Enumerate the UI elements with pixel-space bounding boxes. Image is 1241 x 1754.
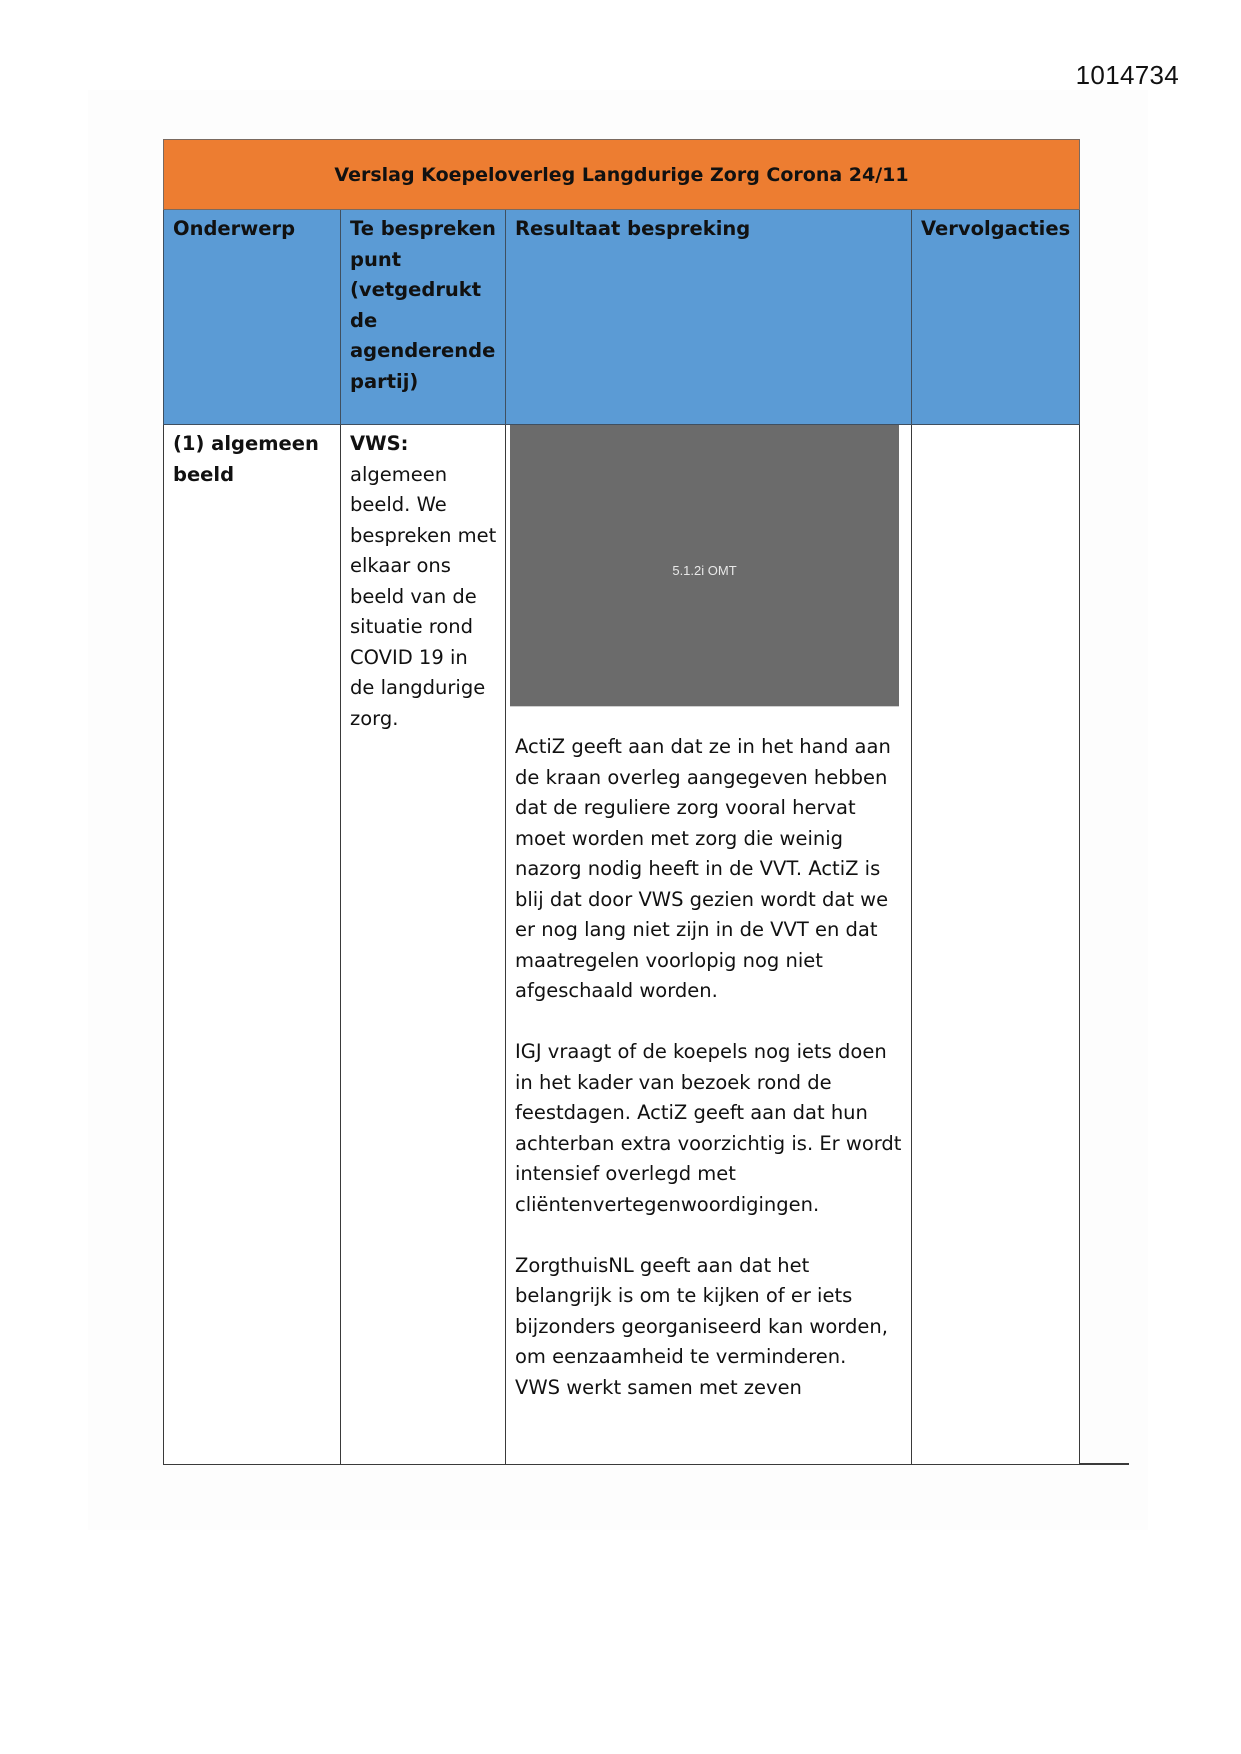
result-paragraph: VWS werkt samen met zeven: [515, 1375, 802, 1399]
topic-cell: [164, 425, 341, 1465]
result-paragraph: ZorgthuisNL geeft aan dat het belangrijk is om te kijken of er iets bijzonders georganiseerd kan worden, om eenzaamheid te verminderen.: [515, 1253, 888, 1368]
result-cell: [506, 425, 912, 1465]
result-text: [506, 706, 911, 1403]
agenda-text: algemeen beeld. We bespreken met elkaar ons beeld van de situatie rond COVID 19 in de langdurige zorg.: [350, 462, 497, 730]
redacted-block: [510, 425, 899, 706]
header-row: [164, 210, 1080, 425]
report-table: [163, 139, 1080, 1465]
column-header-onderwerp: Onderwerp: [164, 210, 341, 425]
result-paragraph: ActiZ geeft aan dat ze in het hand aan de kraan overleg aangegeven hebben dat de reguliere zorg vooral hervat moet worden met zorg die weinig nazorg nodig heeft in de VVT. ActiZ is blij dat door VWS gezien wordt dat we er nog lang niet zijn in de VVT en dat maatregelen voorlopig nog niet afgeschaald worden.: [515, 735, 891, 1002]
column-header-te-bespreken-punt: Te bespreken punt (vetgedrukt de agenderende partij): [341, 210, 506, 425]
report-title: Verslag Koepeloverleg Langdurige Zorg Corona 24/11: [164, 140, 1080, 210]
follow-up-cell: [912, 425, 1080, 1465]
column-header-resultaat-bespreking: Resultaat bespreking: [506, 210, 912, 425]
topic-text: (1) algemeen beeld: [173, 432, 319, 486]
agenda-cell: [341, 425, 506, 1465]
document-number: 1014734: [1075, 60, 1179, 90]
table-bottom-line-extension: [1079, 1463, 1129, 1465]
redaction-label: 5.1.2i OMT: [672, 563, 737, 578]
column-header-vervolgacties: Vervolgacties: [912, 210, 1080, 425]
table-row: [164, 425, 1080, 1465]
follow-up-text: [912, 425, 1079, 429]
title-row: [164, 140, 1080, 210]
result-paragraph: IGJ vraagt of de koepels nog iets doen in het kader van bezoek rond de feestdagen. ActiZ geeft aan dat hun achterban extra voorzichtig is. Er wordt intensief overlegd met cliëntenvertegenwoordigingen.: [515, 1040, 902, 1216]
agenda-party: VWS:: [350, 432, 409, 455]
